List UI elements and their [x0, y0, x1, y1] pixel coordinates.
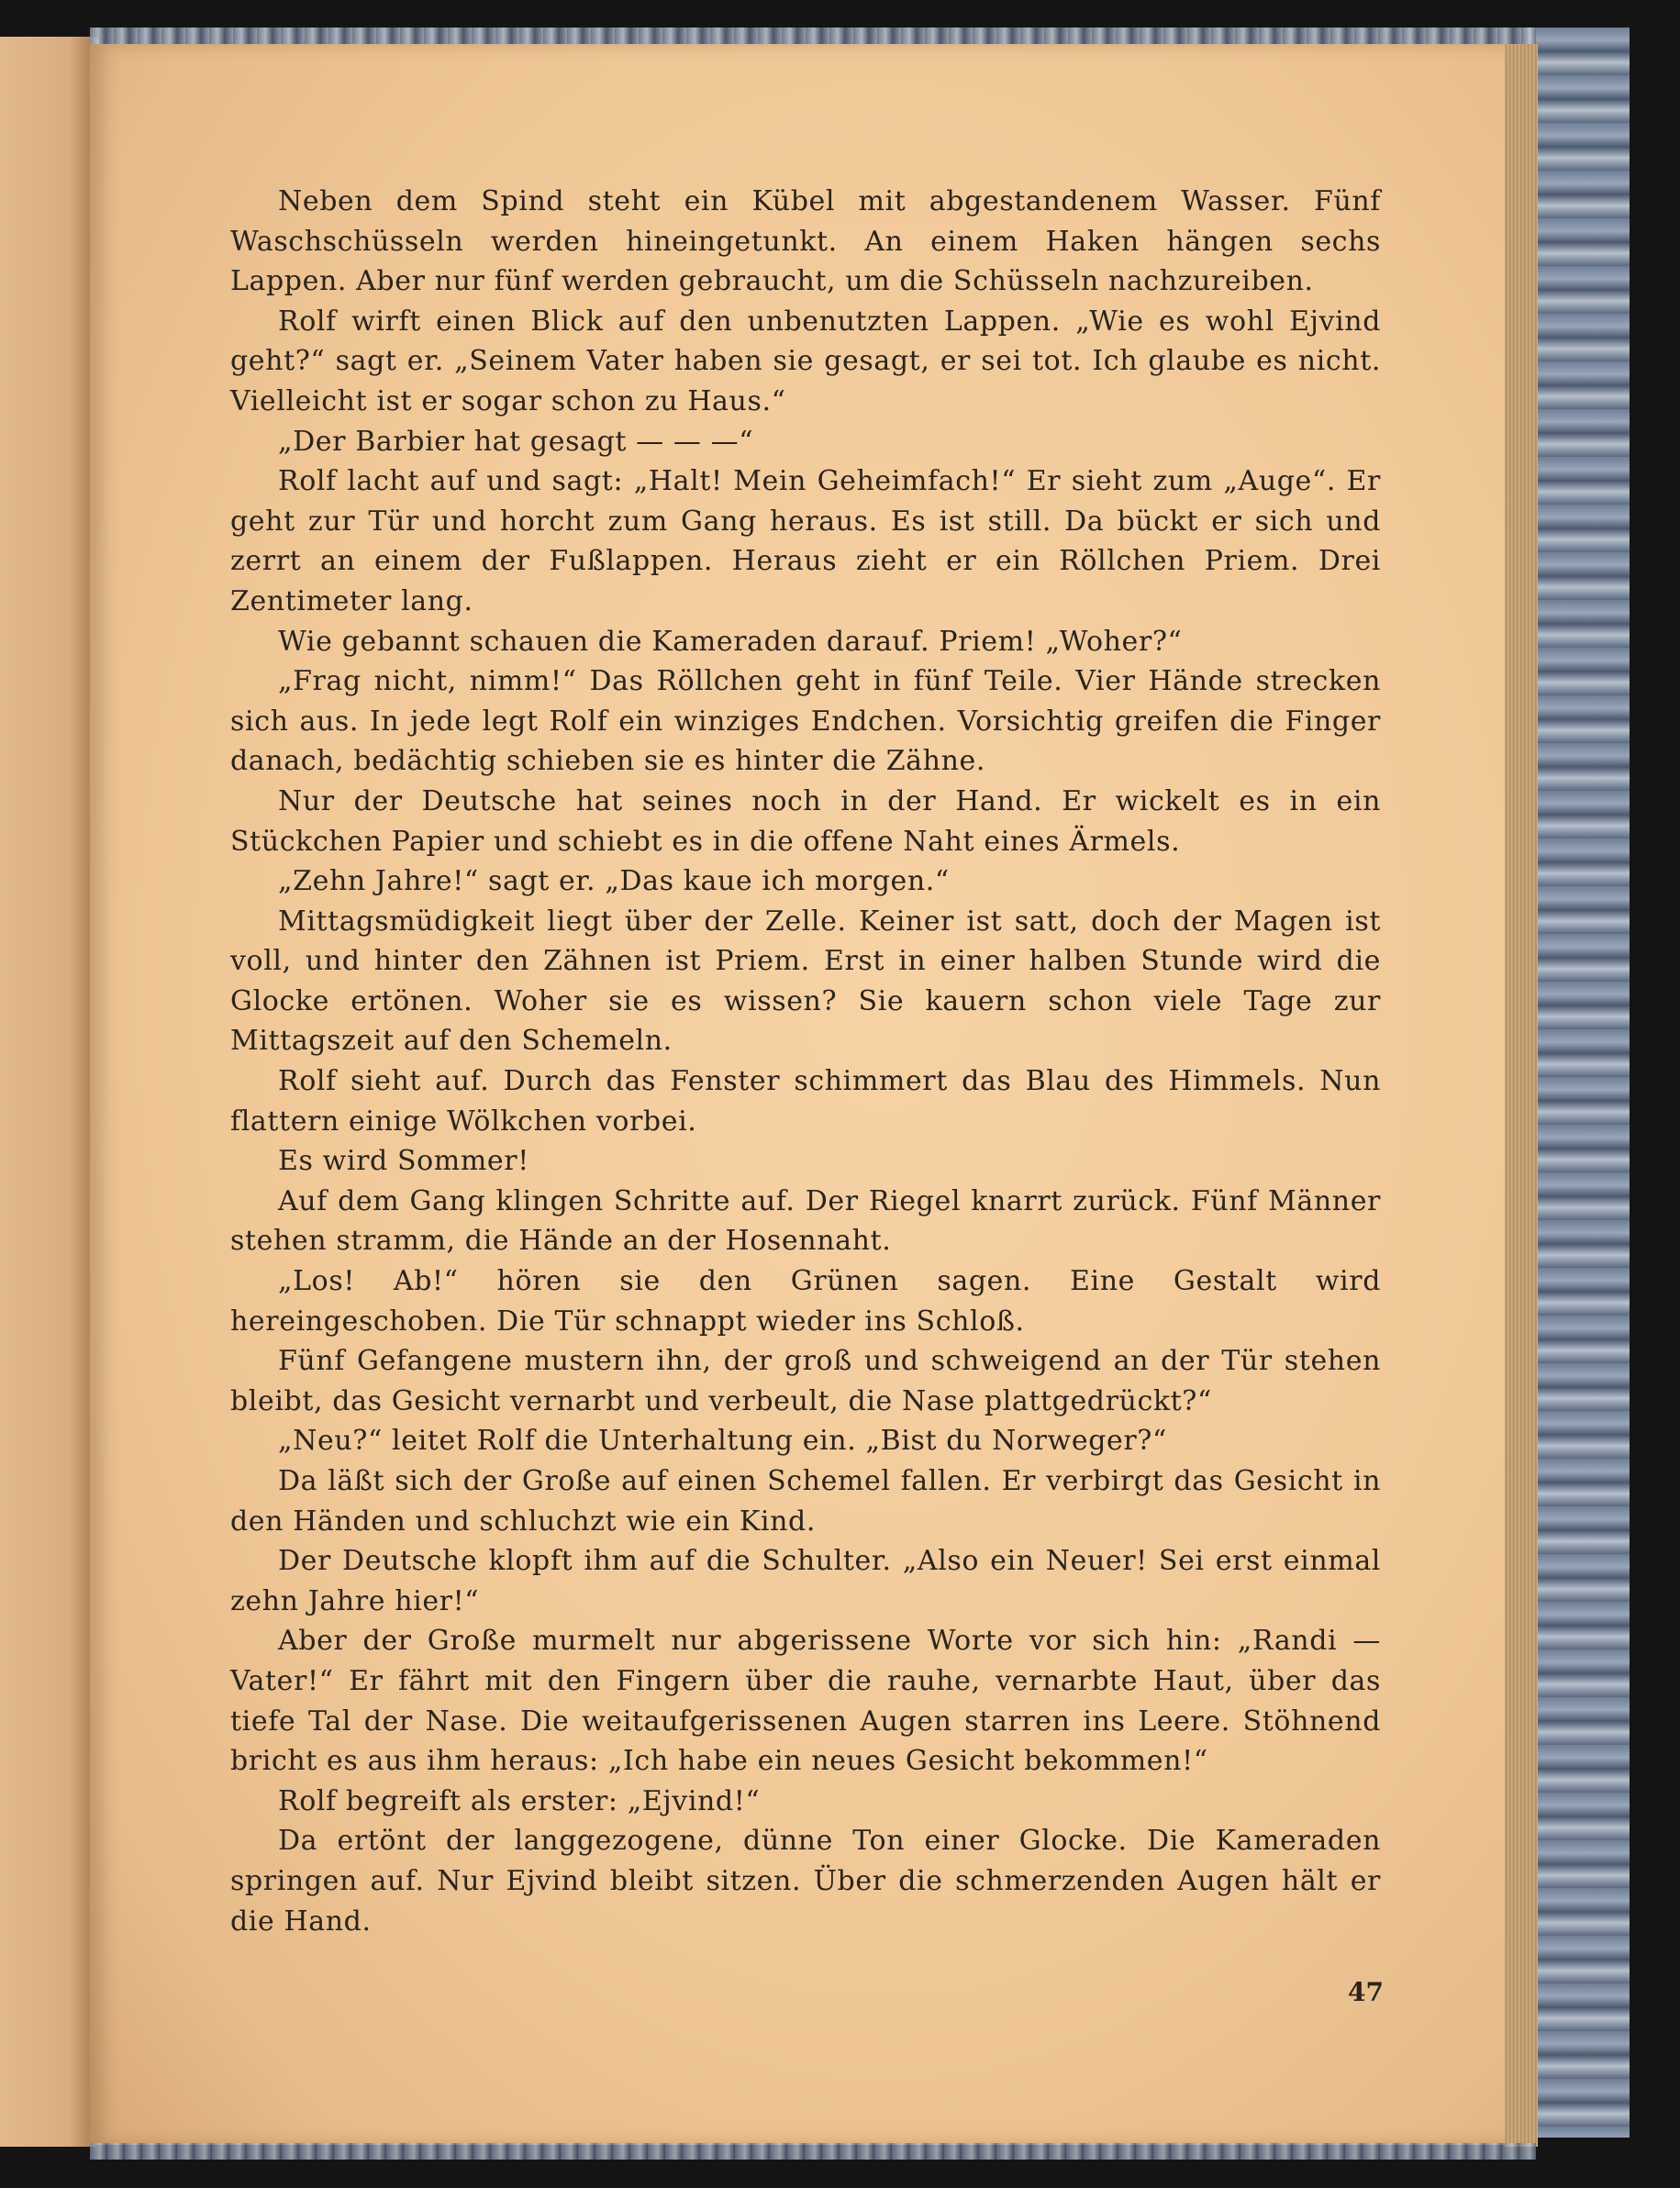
paragraph: Da läßt sich der Große auf einen Schemel fallen. Er verbirgt das Gesicht in den Händen und schluchzt wie ein Kind.	[230, 1465, 1381, 1538]
body-text	[230, 182, 1381, 1941]
paragraph: Neben dem Spind steht ein Kübel mit abgestandenem Wasser. Fünf Waschschüsseln werden hineingetunkt. An einem Haken hängen sechs Lappen. Aber nur fünf werden gebraucht, um die Schüsseln nachzureiben.	[230, 185, 1381, 298]
paragraph: „Der Barbier hat gesagt — — —“	[278, 425, 754, 458]
paragraph: „Zehn Jahre!“ sagt er. „Das kaue ich morgen.“	[278, 865, 950, 898]
bottom-binding-edge	[90, 2143, 1536, 2160]
paragraph: Rolf lacht auf und sagt: „Halt! Mein Geheimfach!“ Er sieht zum „Auge“. Er geht zur Tür und horcht zum Gang heraus. Es ist still. Da bückt er sich und zerrt an einem der Fußlappen. Heraus zieht er ein Röllchen Priem. Drei Zentimeter lang.	[230, 465, 1381, 617]
paragraph: „Frag nicht, nimm!“ Das Röllchen geht in fünf Teile. Vier Hände strecken sich aus. In jede legt Rolf ein winziges Endchen. Vorsichtig greifen die Finger danach, bedächtig schieben sie es hinter die Zähne.	[230, 665, 1381, 778]
paragraph: Aber der Große murmelt nur abgerissene Worte vor sich hin: „Randi — Vater!“ Er fährt mit den Fingern über die rauhe, vernarbte Haut, über das tiefe Tal der Nase. Die weitaufgerissenen Augen starren ins Leere. Stöhnend bricht es aus ihm heraus: „Ich habe ein neues Gesicht bekommen!“	[230, 1625, 1381, 1778]
paragraph: Fünf Gefangene mustern ihn, der groß und schweigend an der Tür stehen bleibt, das Gesicht vernarbt und verbeult, die Nase plattgedrückt?“	[230, 1345, 1381, 1417]
paragraph: Mittagsmüdigkeit liegt über der Zelle. Keiner ist satt, doch der Magen ist voll, und hinter den Zähnen ist Priem. Erst in einer halben Stunde wird die Glocke ertönen. Woher sie es wissen? Sie kauern schon viele Tage zur Mittagszeit auf den Schemeln.	[230, 905, 1381, 1058]
paragraph: Nur der Deutsche hat seines noch in der Hand. Er wickelt es in ein Stückchen Papier und schiebt es in die offene Naht eines Ärmels.	[230, 784, 1381, 858]
page-stack-edge	[1505, 44, 1538, 2147]
paragraph: Rolf begreift als erster: „Ejvind!“	[278, 1784, 761, 1817]
paragraph: Der Deutsche klopft ihm auf die Schulter. „Also ein Neuer! Sei erst einmal zehn Jahre hier!“	[230, 1545, 1381, 1617]
paragraph: Rolf sieht auf. Durch das Fenster schimmert das Blau des Himmels. Nun flattern einige Wölkchen vorbei.	[230, 1065, 1381, 1138]
paragraph: „Los! Ab!“ hören sie den Grünen sagen. Eine Gestalt wird hereingeschoben. Die Tür schnappt wieder ins Schloß.	[230, 1265, 1381, 1338]
facing-page-edge	[0, 37, 99, 2147]
paragraph: „Neu?“ leitet Rolf die Unterhaltung ein. „Bist du Norweger?“	[278, 1425, 1167, 1458]
paragraph: Wie gebannt schauen die Kameraden darauf. Priem! „Woher?“	[278, 625, 1183, 658]
paragraph: Da ertönt der langgezogene, dünne Ton einer Glocke. Die Kameraden springen auf. Nur Ejvind bleibt sitzen. Über die schmerzenden Augen hält er die Hand.	[230, 1825, 1381, 1938]
book-cover-edge	[1523, 28, 1630, 2138]
paragraph: Rolf wirft einen Blick auf den unbenutzten Lappen. „Wie es wohl Ejvind geht?“ sagt er. „Seinem Vater haben sie gesagt, er sei tot. Ich glaube es nicht. Vielleicht ist er sogar schon zu Haus.“	[230, 305, 1381, 417]
page-number: 47	[1348, 1977, 1384, 2007]
paragraph: Auf dem Gang klingen Schritte auf. Der Riegel knarrt zurück. Fünf Männer stehen stramm, die Hände an der Hosennaht.	[230, 1184, 1381, 1258]
paragraph: Es wird Sommer!	[278, 1145, 529, 1178]
